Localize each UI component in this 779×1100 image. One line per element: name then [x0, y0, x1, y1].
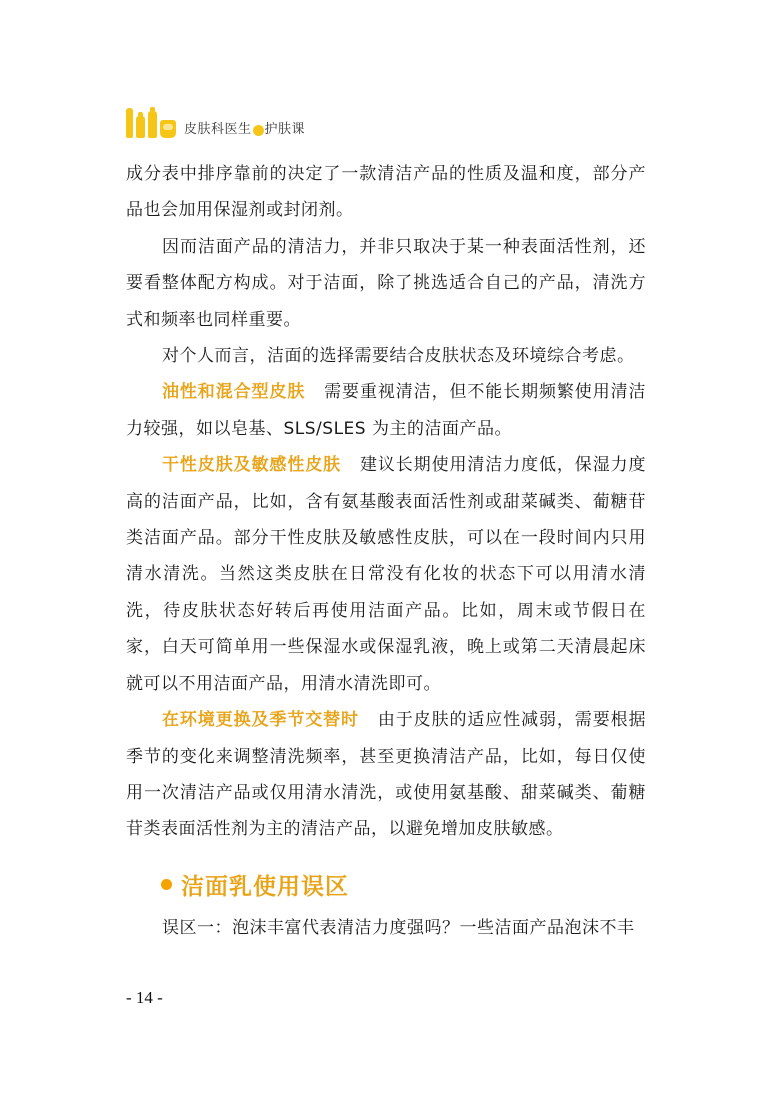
paragraph-oily-skin: 油性和混合型皮肤 需要重视清洁，但不能长期频繁使用清洁力较强，如以皂基、SLS/SLES 为主的洁面产品。	[126, 382, 647, 439]
circle-dot-icon	[253, 125, 264, 136]
highlight-term: 油性和混合型皮肤	[162, 382, 306, 403]
bottle-icon	[148, 111, 157, 138]
bottle-icon	[136, 116, 145, 138]
highlight-term: 干性皮肤及敏感性皮肤	[162, 455, 342, 476]
section-title: 洁面乳使用误区	[181, 874, 349, 900]
section-body	[162, 910, 646, 946]
body-text	[126, 156, 646, 848]
brand-name: 皮肤科医生 护肤课	[184, 122, 306, 137]
paragraph-season-change: 在环境更换及季节交替时 由于皮肤的适应性减弱，需要根据季节的变化来调整清洗频率，甚至更换清洁产品，比如，每日仅使用一次清洁产品或仅用清水清洗，或使用氨基酸、甜菜碱类、葡糖苷类表面活性剂为主的清洁产品，以避免增加皮肤敏感。	[126, 710, 646, 840]
paragraph: 因而洁面产品的清洁力，并非只取决于某一种表面活性剂，还要看整体配方构成。对于洁面，除了挑选适合自己的产品，清洗方式和频率也同样重要。	[126, 236, 646, 330]
paragraph: 对个人而言，洁面的选择需要结合皮肤状态及环境综合考虑。	[162, 346, 635, 367]
highlight-term: 在环境更换及季节交替时	[162, 710, 359, 731]
paragraph: 误区一：泡沫丰富代表清洁力度强吗？一些洁面产品泡沫不丰	[162, 918, 635, 938]
jar-icon	[160, 120, 176, 138]
paragraph-dry-skin: 干性皮肤及敏感性皮肤 建议长期使用清洁力度低，保湿力度高的洁面产品，比如，含有氨基酸表面活性剂或甜菜碱类、葡糖苷类洁面产品。部分干性皮肤及敏感性皮肤，可以在一段时间内只用清水清洗。当然这类皮肤在日常没有化妆的状态下可以用清水清洗，待皮肤状态好转后再使用洁面产品。比如，周末或节假日在家，白天可简单用一些保湿水或保湿乳液，晚上或第二天清晨起床就可以不用洁面产品，用清水清洗即可。	[126, 455, 646, 694]
cosmetics-bottles-logo-icon	[126, 108, 176, 138]
bullet-dot-icon	[161, 879, 172, 890]
section-heading	[161, 868, 349, 901]
paragraph: 成分表中排序靠前的决定了一款清洁产品的性质及温和度，部分产品也会加用保湿剂或封闭剂。	[126, 164, 646, 221]
bottle-icon	[126, 108, 133, 138]
page-header	[126, 104, 305, 138]
page-number: - 14 -	[126, 988, 163, 1007]
